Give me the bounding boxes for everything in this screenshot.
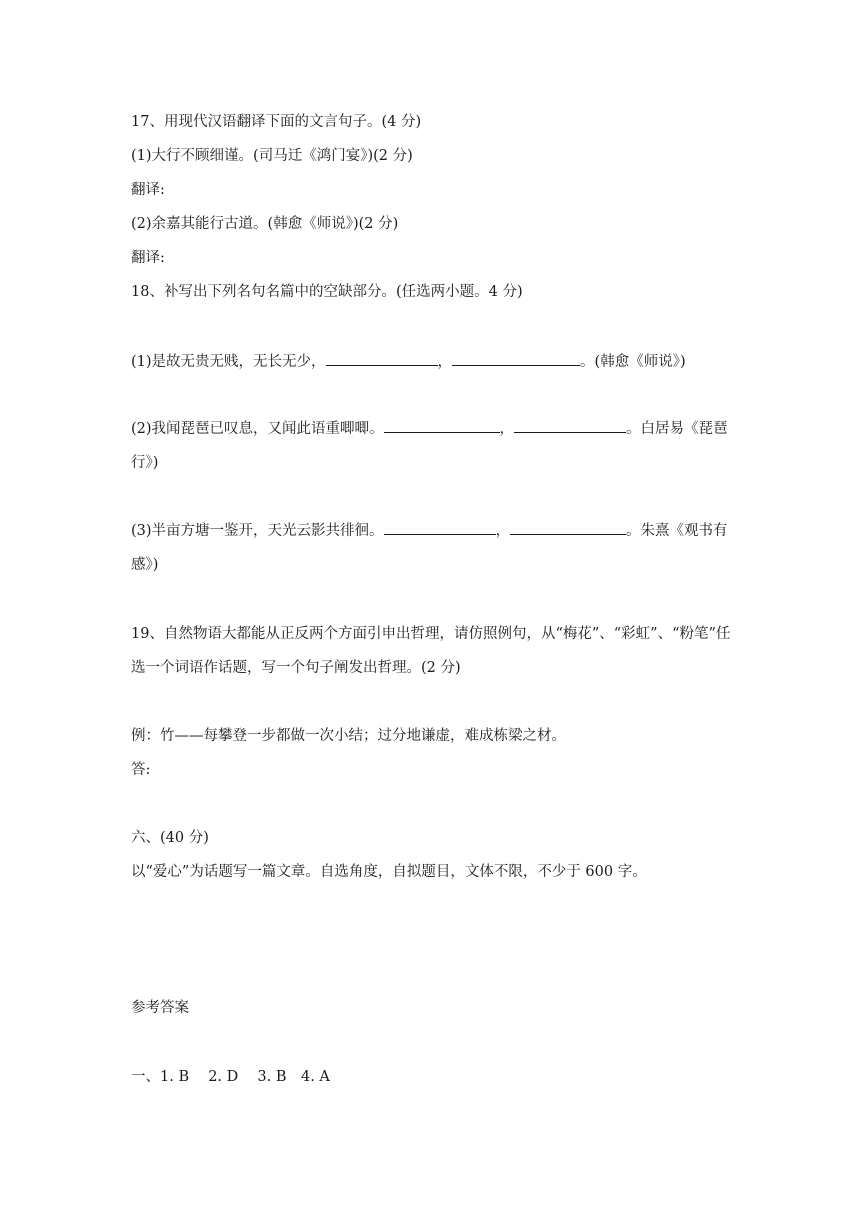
fill-blank[interactable] [384,418,500,433]
fill-blank[interactable] [452,351,580,366]
q19-text: 19、自然物语大都能从正反两个方面引申出哲理，请仿照例句，从“梅花”、“彩虹”、“粉笔”任选一个词语作话题，写一个句子阐发出哲理。(2 分) [131,626,731,676]
fill-blank[interactable] [510,520,626,535]
comma: ， [499,421,515,437]
fill-blank[interactable] [514,418,626,433]
q17-sentence-2: (2)余嘉其能行古道。(韩愈《师说》)(2 分) [131,216,399,232]
q18-item-2 [131,412,735,480]
q18-item-2-text: (2)我闻琵琶已叹息，又闻此语重唧唧。 [131,421,384,437]
q18-title: 18、补写出下列名句名篇中的空缺部分。(任选两小题。4 分) [131,284,523,300]
q17-translation-label-1: 翻译: [131,182,165,198]
comma: ， [495,523,511,539]
q18-item-1 [131,351,735,372]
q18-item-3-source: 。朱熹《观书有感》) [131,523,728,573]
reference-answers-title: 参考答案 [131,1000,189,1016]
reference-answers-part-1: 一、1. B 2. D 3. B 4. A [131,1069,330,1085]
q17-translation-label-2: 翻译: [131,250,165,266]
q18-item-1-text: (1)是故无贵无贱，无长无少， [131,354,326,370]
q18-item-3 [131,514,735,582]
fill-blank[interactable] [326,351,438,366]
section-six-title: 六、(40 分) [131,830,209,846]
q19-answer-label: 答: [131,762,151,778]
q18-item-1-source: 。(韩愈《师说》) [580,354,686,370]
q18-item-3-text: (3)半亩方塘一鉴开，天光云影共徘徊。 [131,523,384,539]
fill-blank[interactable] [384,520,496,535]
q18-item-2-source: 。白居易《琵琶行》) [131,421,728,471]
q19-example: 例：竹——每攀登一步都做一次小结；过分地谦虚，难成栋梁之材。 [131,728,566,744]
section-six-prompt: 以“爱心”为话题写一篇文章。自选角度，自拟题目，文体不限，不少于 600 字。 [131,864,647,880]
q17-sentence-1: (1)大行不顾细谨。(司马迁《鸿门宴》)(2 分) [131,148,413,164]
comma: ， [437,354,453,370]
q17-title: 17、用现代汉语翻译下面的文言句子。(4 分) [131,114,422,130]
